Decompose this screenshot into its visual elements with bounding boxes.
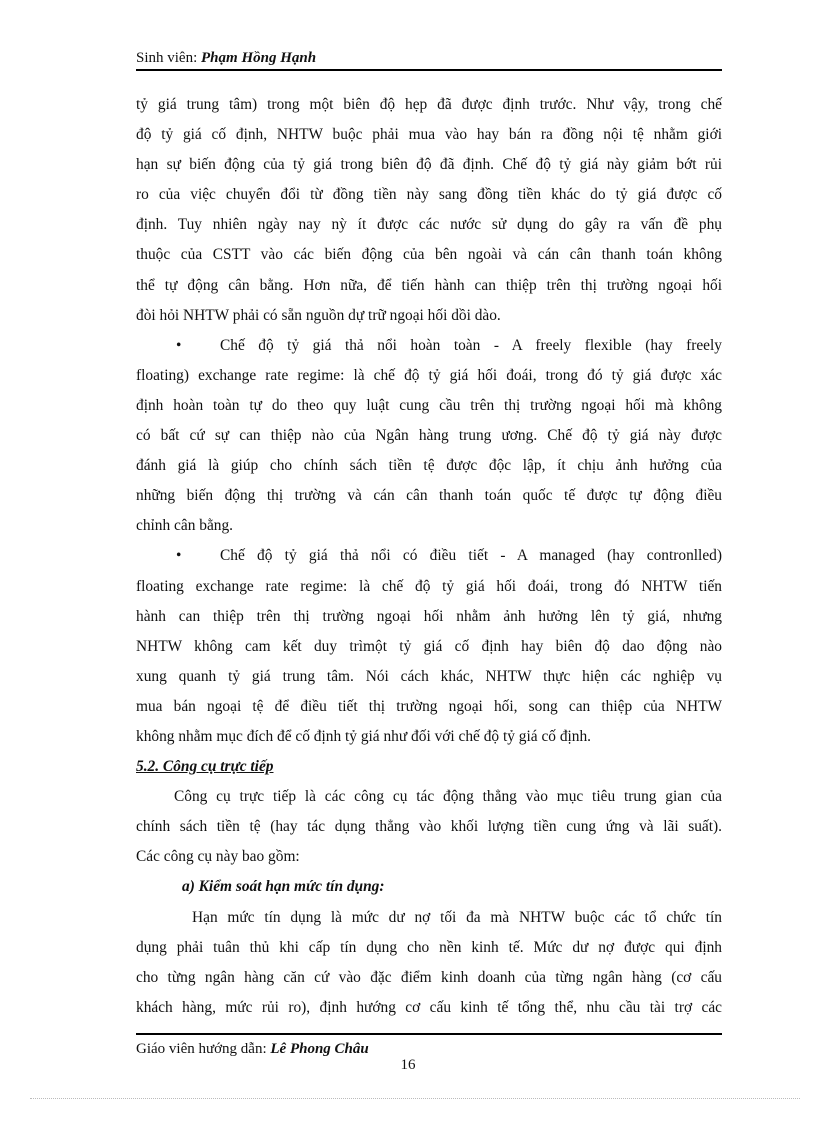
body-line: xung quanh tỷ giá trung tâm. Nói cách khác, NHTW thực hiện các nghiệp vụ [136,667,722,685]
body-line: thuộc của CSTT vào các biến động của bên ngoài và cán cân thanh toán không [136,246,722,264]
page-header [136,50,722,67]
body-line: không nhằm mục đích để cố định tỷ giá như đối với chế độ tỷ giá cố định. [136,727,592,745]
body-line: hạn sự biến động của tỷ giá trong biên độ đã định. Chế độ tỷ giá này giảm bớt rủi [136,156,722,174]
section-title: 5.2. Công cụ trực tiếp [136,758,274,776]
student-name: Phạm Hồng Hạnh [201,50,317,66]
body-line: mua bán ngoại tệ để điều tiết thị trường ngoại hối, song can thiệp của NHTW [136,697,722,715]
body-line: thể tự động cân bằng. Hơn nữa, để tiến hành can thiệp trên thị trường ngoại hối [136,276,722,294]
body-line: tỷ giá trung tâm) trong một biên độ hẹp đã được định trước. Như vậy, trong chế [136,96,722,113]
bullet-text: Chế độ tỷ giá thả nổi hoàn toàn - A freely flexible (hay freely [220,336,722,354]
page-number: 16 [400,1057,416,1073]
body-line: có bất cứ sự can thiệp nào của Ngân hàng trung ương. Chế độ tỷ giá này được [136,427,722,445]
student-label: Sinh viên: [136,50,198,66]
body-line: độ tỷ giá cố định, NHTW buộc phải mua vào hay bán ra đồng nội tệ nhằm giới [136,126,722,144]
body-line: Công cụ trực tiếp là các công cụ tác động thẳng vào mục tiêu trung gian của [174,788,722,806]
header-rule [136,69,722,71]
body-line: NHTW không cam kết duy trìmột tỷ giá cố định hay biên độ dao động nào [136,637,722,655]
page-footer [136,1041,722,1058]
body-line: hành can thiệp trên thị trường ngoại hối nhằm ảnh hưởng lên tỷ giá, nhưng [136,607,722,625]
bullet-text: Chế độ tỷ giá thả nổi có điều tiết - A managed (hay contronlled) [220,547,722,565]
document-body [136,90,722,1023]
body-line: những biến động thị trường và cán cân thanh toán quốc tế được tự động điều [136,487,722,505]
body-line: đòi hỏi NHTW phải có sẵn nguồn dự trữ ngoại hối dồi dào. [136,306,501,324]
body-line: định. Tuy nhiên ngày nay nỳ ít được các nước sử dụng do gây ra vấn đề phụ [136,216,722,234]
bullet-item [136,541,722,571]
advisor-label: Giáo viên hướng dẫn: [136,1041,267,1057]
advisor-name: Lê Phong Châu [270,1041,369,1057]
body-line: chính sách tiền tệ (hay tác dụng thẳng vào khối lượng tiền cung ứng và lãi suất). [136,818,722,836]
bullet-item [136,331,722,361]
bullet-icon: • [176,336,182,354]
body-line: floating) exchange rate regime: là chế độ tỷ giá hối đoái, trong đó tỷ giá được xác [136,366,722,384]
section-heading [136,752,722,782]
bullet-icon: • [176,547,182,565]
body-line: chỉnh cân bằng. [136,517,234,535]
body-line: định hoàn toàn tự do theo quy luật cung cầu trên thị trường ngoại hối mà không [136,396,722,414]
subsection-heading: a) Kiểm soát hạn mức tín dụng: [182,878,385,896]
body-line: khách hàng, mức rủi ro), định hướng cơ cấu kinh tế tổng thể, nhu cầu tài trợ các [136,998,722,1016]
body-line: floating exchange rate regime: là chế độ tỷ giá hối đoái, trong đó NHTW tiến [136,577,722,595]
body-line: dụng phải tuân thủ khi cấp tín dụng cho nền kinh tế. Mức dư nợ được qui định [136,938,722,956]
page-bottom-dotted-line [30,1098,800,1099]
body-line: Hạn mức tín dụng là mức dư nợ tối đa mà NHTW buộc các tổ chức tín [192,908,722,926]
footer-rule [136,1033,722,1035]
body-line: cho từng ngân hàng căn cứ vào đặc điểm kinh doanh của từng ngân hàng (cơ cấu [136,968,722,986]
body-line: ro của việc chuyển đổi từ đồng tiền này sang đồng tiền khác do tỷ giá được cố [136,186,722,204]
body-line: đánh giá là giúp cho chính sách tiền tệ được độc lập, ít chịu ảnh hưởng của [136,457,722,475]
body-line: Các công cụ này bao gồm: [136,848,300,866]
